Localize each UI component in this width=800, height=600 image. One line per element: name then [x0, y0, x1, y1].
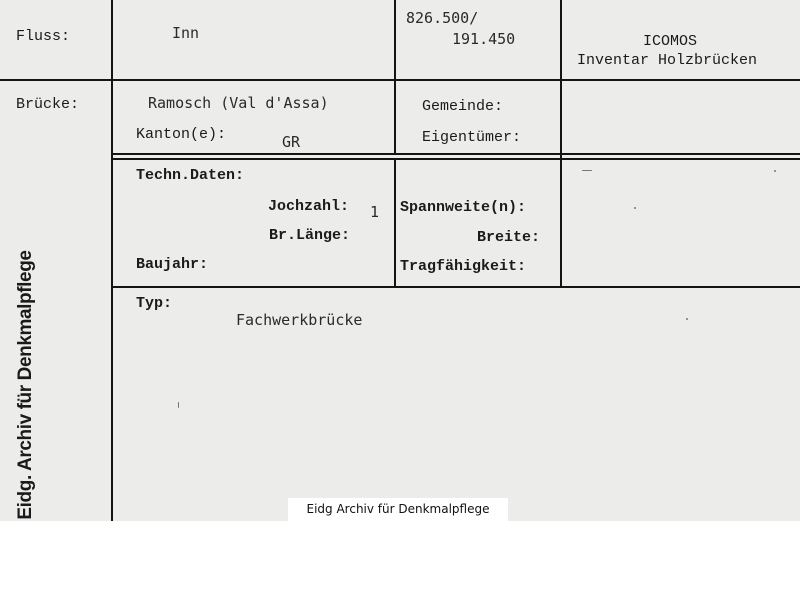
construction-year-label: Baujahr: [136, 256, 209, 273]
paper-speck [686, 318, 688, 320]
bridge-name: Ramosch (Val d'Assa) [148, 94, 329, 112]
divider-double-upper [111, 153, 800, 155]
span-width-label: Spannweite(n): [400, 199, 527, 216]
image-caption: Eidg Archiv für Denkmalpflege [288, 498, 508, 521]
paper-speck [582, 170, 592, 171]
divider-tech-vertical [394, 158, 396, 288]
paper-speck [634, 207, 636, 209]
load-capacity-label: Tragfähigkeit: [400, 258, 527, 275]
divider-coord-vertical [394, 0, 396, 155]
paper-speck [774, 170, 776, 172]
type-label: Typ: [136, 295, 173, 312]
owner-label: Eigentümer: [422, 129, 522, 146]
coordinates-line-1: 826.500/ [406, 9, 479, 27]
divider-horizontal-type [111, 286, 800, 288]
canton-label: Kanton(e): [136, 126, 227, 143]
technical-data-label: Techn.Daten: [136, 167, 245, 184]
inventory-line-2: Inventar Holzbrücken [577, 52, 758, 69]
archive-stamp-vertical: Eidg. Archiv für Denkmalpflege [15, 250, 36, 520]
river-value: Inn [172, 24, 200, 42]
width-label: Breite: [477, 229, 541, 246]
bridge-length-label: Br.Länge: [269, 227, 351, 244]
canton-value: GR [282, 133, 301, 151]
river-label: Fluss: [16, 28, 71, 45]
type-value: Fachwerkbrücke [236, 311, 363, 329]
municipality-label: Gemeinde: [422, 98, 504, 115]
bridge-label: Brücke: [16, 96, 80, 113]
divider-double-lower [111, 158, 800, 160]
divider-horizontal-top [0, 79, 800, 81]
inventory-line-1: ICOMOS [643, 33, 698, 50]
spans-value: 1 [370, 203, 380, 221]
coordinates-line-2: 191.450 [452, 30, 516, 48]
divider-inventory-vertical [560, 0, 562, 288]
spans-label: Jochzahl: [268, 198, 350, 215]
paper-speck [178, 402, 179, 408]
